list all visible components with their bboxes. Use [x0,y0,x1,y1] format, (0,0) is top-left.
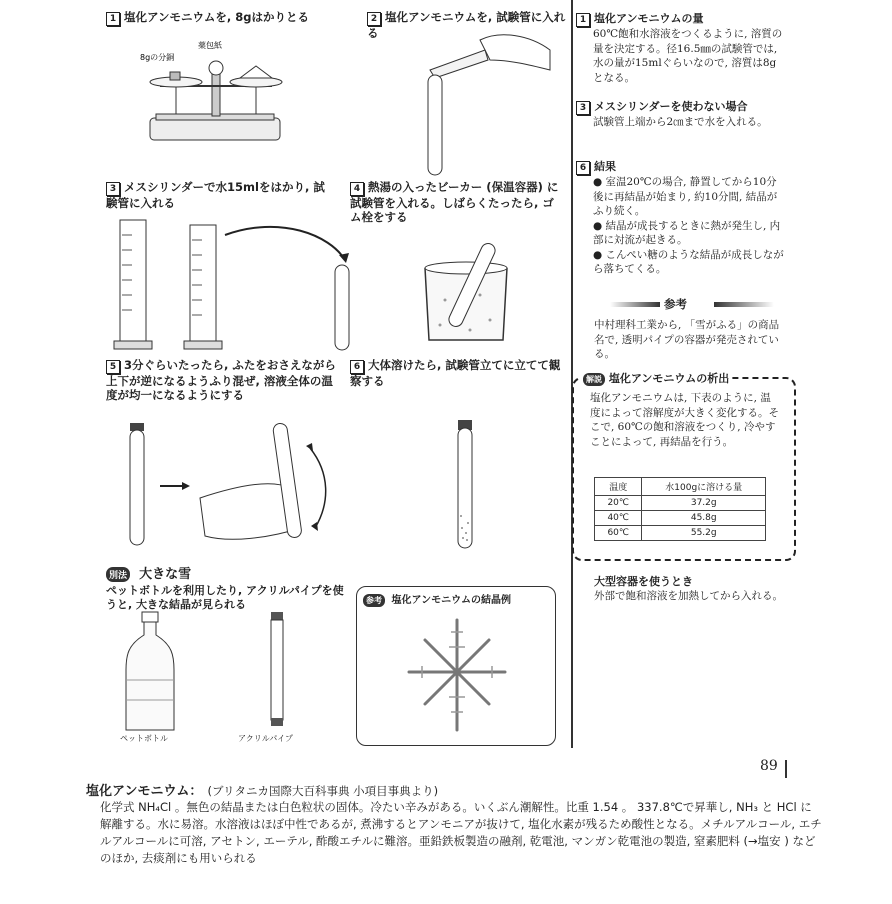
crystal-example-box [356,586,556,746]
result-item: ● こんぺい糖のような結晶が成長しながら落ちてくる。 [593,248,784,275]
large-container-title: 大型容器を使うとき [594,575,693,588]
crystal-example-header [363,591,511,607]
explanation-box [572,372,796,561]
beaker-illustration [415,240,525,350]
step-5-number: 5 [106,360,120,374]
step-3-title: 3 メスシリンダーで水15mlをはかり, 試験管に入れる [106,180,325,210]
explanation-text: 塩化アンモニウムは, 下表のように, 温度によって溶解度が大きく変化する。そこで, 60℃の飽和溶液をつくり, 冷やすことによって, 再結晶を行う。 [590,392,779,448]
bottle-label: ペットボトル [120,734,168,743]
side-note-6-title: 結果 [594,160,616,173]
step-4-title: 4 熱湯の入ったビーカー (保温容器) に試験管を入れる。しばらくたったら, ゴム栓をする [350,180,559,224]
side-note-6: 6 結果 ● 室温20℃の場合, 静置してから10分後に再結晶が始まり, 約10分間, 結晶がふり続く。 ● 結晶が成長するときに熱が発生し, 内部に対流が起きる。 ● こんぺい糖のような結晶が成長しながら落ちてくる。 [576,158,786,277]
step-6-title: 6 大体溶けたら, 試験管立てに立てて観察する [350,358,561,388]
pipe-label: アクリルパイプ [238,734,293,743]
result-list [576,175,786,277]
step-2-title: 2 塩化アンモニウムを, 試験管に入れる [367,10,566,40]
result-item: ● 結晶が成長するときに熱が発生し, 内部に対流が起きる。 [593,219,781,246]
large-container-text: 外部で飽和溶液を加熱してから入れる。 [594,590,783,602]
explanation-title: 塩化アンモニウムの析出 [608,372,730,385]
measuring-cylinders-illustration [110,215,370,355]
column-divider [571,0,573,748]
crystal-illustration [397,612,517,737]
variant-section [106,563,346,612]
step-3-number: 3 [106,182,120,196]
test-tube-pouring-illustration [410,30,560,180]
explanation-header [580,370,732,386]
table-header: 水100gに溶ける量 [642,478,766,496]
side-note-1-text: 60℃飽和水溶液をつくるように, 溶質の量を決定する。径16.5㎜の試験管では, 水の量が15mlぐらいなので, 溶質は8gとなる。 [593,28,783,84]
reference-text: 中村理科工業から, 「雪がふる」の商品名で, 透明パイプの容器が発売されている。 [594,319,780,360]
variant-text: ペットボトルを利用したり, アクリルパイプを使うと, 大きな結晶が見られる [106,584,344,611]
side-note-1-title: 塩化アンモニウムの量 [594,12,704,25]
reference-title: 参考 [664,297,687,311]
step-2-number: 2 [367,12,381,26]
weight-label: 8gの分銅 [140,53,175,62]
reference-header [594,296,784,312]
crystal-example-badge: 参考 [363,594,385,607]
side-note-1: 1 塩化アンモニウムの量 60℃飽和水溶液をつくるように, 溶質の量を決定する。径16.5㎜の試験管では, 水の量が15mlぐらいなので, 溶質は8gとなる。 [576,10,786,85]
shaking-test-tube-illustration [120,418,340,553]
table-row: 60℃ 55.2g [595,526,766,541]
pet-bottle-illustration [120,610,180,740]
paper-label: 薬包紙 [198,41,222,50]
table-row: 40℃ 45.8g [595,511,766,526]
side-note-3-title: メスシリンダーを使わない場合 [594,100,748,113]
result-item: ● 室温20℃の場合, 静置してから10分後に再結晶が始まり, 約10分間, 結晶がふり続く。 [593,176,778,217]
table-row: 20℃ 37.2g [595,496,766,511]
step-4-number: 4 [350,182,364,196]
side-note-3-text: 試験管上端から2㎝まで水を入れる。 [593,116,768,128]
table-header: 温度 [595,478,642,496]
variant-title: 大きな雪 [139,567,192,582]
step-1-number: 1 [106,12,120,26]
variant-badge: 別法 [106,567,130,582]
step-6-number: 6 [350,360,364,374]
footer-title: 塩化アンモニウム： [86,784,203,799]
large-container-note [594,573,784,604]
standing-test-tube-illustration [450,418,480,553]
footer-definition [86,780,822,867]
page-number: 89 [760,758,778,774]
step-5-title: 5 3分ぐらいたったら, ふたをおさえながら上下が逆になるようふり混ぜ, 溶液全体の温度が均一になるようにする [106,358,336,402]
footer-source: (ブリタニカ国際大百科事典 小項目事典より) [207,784,439,798]
footer-text: 化学式 NH₄Cl 。無色の結晶または白色粒状の固体。冷たい辛みがある。いくぶん潮解性。比重 1.54 。 337.8℃で昇華し, NH₃ と HCl に解離する。水に易溶。水溶液はほぼ中性であるが, 煮沸するとアンモニアが抜けて, 塩化水素が残るため酸性となる。メチルアルコール, エチルアルコールに可溶, アセトン, エーテル, 酢酸エチルに難溶。亜鉛鉄板製造の融剤, 乾電池, マンガン乾電池の製造, 窒素肥料 (→塩安 ) などのほか, 去痰剤にも用いられる [100,800,822,865]
side-note-3: 3 メスシリンダーを使わない場合 試験管上端から2㎝まで水を入れる。 [576,98,786,130]
acrylic-pipe-illustration [262,610,292,730]
solubility-table [594,477,766,541]
step-1-title: 1 塩化アンモニウムを, 8gはかりとる [106,10,346,26]
balance-scale-illustration [140,30,300,150]
explanation-badge: 解説 [583,373,605,386]
crystal-example-title: 塩化アンモニウムの結晶例 [391,595,511,606]
